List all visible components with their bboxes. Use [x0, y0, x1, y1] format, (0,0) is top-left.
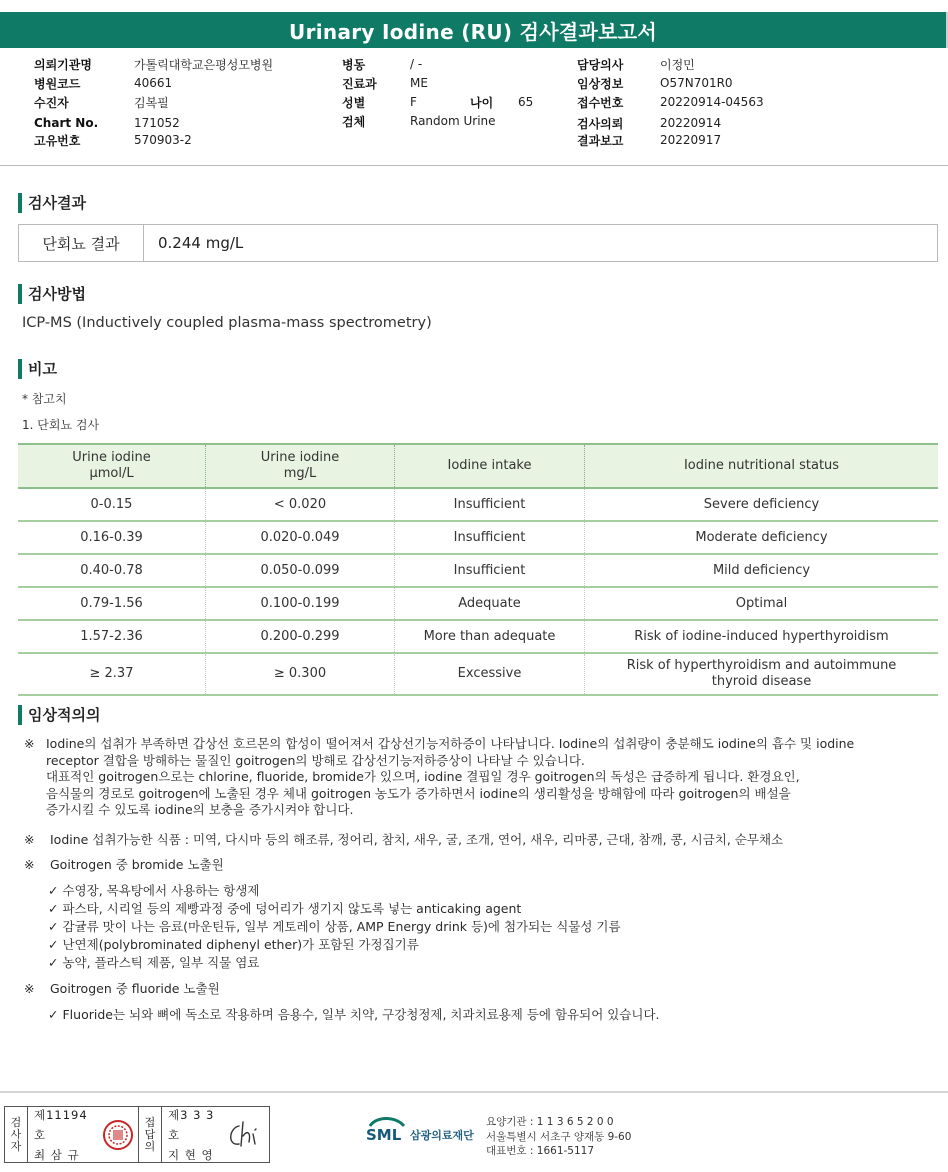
reference-mark: ※ — [24, 981, 35, 996]
info-row — [342, 112, 496, 130]
info-value: 20220914-04563 — [660, 95, 764, 109]
label-char: 답 — [144, 1127, 156, 1141]
info-value: 20220917 — [660, 133, 722, 147]
table-cell: 0-0.15 — [18, 488, 206, 521]
info-row — [577, 55, 695, 73]
item-text: 수영장, 목욕탕에서 사용하는 항생제 — [62, 883, 260, 898]
info-row — [577, 131, 721, 149]
bromide-item — [48, 881, 260, 899]
table-row — [18, 587, 938, 620]
check-icon: ✓ — [48, 883, 59, 898]
info-row — [342, 74, 428, 92]
address-line: 요양기관 : 1 1 3 6 5 2 0 0 — [486, 1116, 614, 1128]
fluoride-title: Goitrogen 중 fluoride 노출원 — [49, 981, 220, 996]
label-char: 자 — [10, 1139, 22, 1153]
info-value: 김복필 — [134, 95, 169, 110]
info-row — [577, 74, 733, 92]
info-value: F — [410, 95, 417, 109]
info-row — [34, 131, 192, 149]
info-row — [34, 93, 169, 111]
table-row — [18, 653, 938, 695]
bromide-title-row — [24, 857, 224, 874]
clinical-text: 증가시킬 수 있도록 iodine의 보충을 증가시켜야 합니다. — [46, 802, 354, 817]
clinical-text: Iodine 섭취가능한 식품 : 미역, 다시마 등의 해조류, 정어리, 참치, 새우, 굴, 조개, 연어, 새우, 리마콩, 근대, 참깨, 콩, 시금치, 순무채소 — [49, 832, 784, 847]
table-row — [18, 620, 938, 653]
signature-box — [4, 1106, 270, 1163]
table-cell: 0.050-0.099 — [206, 554, 395, 587]
table-cell: 0.40-0.78 — [18, 554, 206, 587]
divider — [0, 165, 948, 166]
item-text: 감귤류 맛이 나는 음료(마운틴듀, 일부 게토레이 상품, AMP Energy drink 등)에 첨가되는 식물성 기름 — [62, 919, 621, 934]
signature — [224, 1107, 269, 1162]
result-value: 0.244 mg/L — [158, 234, 244, 252]
method-text: ICP-MS (Inductively coupled plasma-mass spectrometry) — [22, 315, 432, 331]
section-bar — [18, 359, 22, 379]
approver-vertical-label — [139, 1107, 162, 1162]
clinical-text: Iodine의 섭취가 부족하면 갑상선 호르몬의 합성이 떨어져서 갑상선기능저하증이 나타납니다. Iodine의 섭취량이 충분해도 iodine의 흡수 및 iodine — [46, 736, 855, 751]
info-value: 이정민 — [660, 57, 695, 72]
info-label: 고유번호 — [34, 133, 81, 148]
section-title: 비고 — [28, 360, 57, 378]
fluoride-title-row — [24, 981, 220, 998]
table-cell: ≥ 2.37 — [18, 653, 206, 695]
info-value: 가톨릭대학교은평성모병원 — [134, 57, 274, 72]
address-line: 대표번호 : 1661-5117 — [486, 1145, 595, 1157]
section-clinical-heading — [18, 704, 100, 725]
section-title: 검사결과 — [28, 194, 86, 212]
clinical-text: 음식물의 경로로 goitrogen에 노출된 경우 체내 goitrogen 농도가 증가하면서 iodine의 생리활성을 방해함에 따라 goitrogen의 배설을 — [46, 785, 791, 801]
clinical-paragraph — [24, 736, 854, 819]
info-row — [342, 55, 422, 73]
table-header: Iodine nutritional status — [585, 444, 939, 488]
label-char: 검 — [10, 1115, 22, 1129]
check-icon: ✓ — [48, 919, 59, 934]
table-cell: Optimal — [585, 587, 939, 620]
organization-logo — [366, 1114, 474, 1148]
info-label: 병동 — [342, 57, 366, 72]
table-cell: Severe deficiency — [585, 488, 939, 521]
approver-name: 지 현 영 — [168, 1147, 214, 1162]
info-value: Random Urine — [410, 114, 496, 128]
organization-address — [486, 1115, 631, 1159]
info-label: 검체 — [342, 114, 366, 129]
info-row — [34, 114, 180, 132]
table-header — [18, 444, 206, 488]
section-bar — [18, 193, 22, 213]
info-value: ME — [410, 76, 428, 90]
section-bar — [18, 705, 22, 725]
info-row — [342, 93, 533, 111]
inspector-vertical-label — [5, 1107, 28, 1162]
table-cell: 0.020-0.049 — [206, 521, 395, 554]
age-label: 나이 — [470, 95, 494, 110]
table-cell: Insufficient — [395, 488, 585, 521]
check-icon: ✓ — [48, 1007, 59, 1022]
section-title: 임상적의의 — [28, 706, 101, 724]
check-icon: ✓ — [48, 901, 59, 916]
table-cell: Excessive — [395, 653, 585, 695]
reference-table — [18, 443, 938, 696]
section-bar — [18, 284, 22, 304]
info-label: 의뢰기관명 — [34, 57, 92, 72]
table-cell: < 0.020 — [206, 488, 395, 521]
reference-sublabel: 1. 단회뇨 검사 — [22, 418, 100, 432]
table-cell: Moderate deficiency — [585, 521, 939, 554]
table-row — [18, 521, 938, 554]
info-label: 수진자 — [34, 95, 69, 110]
info-value: / - — [410, 57, 423, 71]
info-label: 접수번호 — [577, 95, 624, 110]
table-header — [206, 444, 395, 488]
reference-label: * 참고치 — [22, 392, 67, 406]
label-char: 사 — [10, 1127, 22, 1141]
item-text: 파스타, 시리얼 등의 제빵과정 중에 덩어리가 생기지 않도록 넣는 anticaking agent — [62, 901, 522, 916]
cell-line: Risk of hyperthyroidism and autoimmune — [626, 658, 897, 673]
seal-stamp — [98, 1107, 139, 1162]
cell-line: thyroid disease — [711, 674, 812, 689]
section-result-heading — [18, 192, 86, 213]
table-cell: Risk of iodine-induced hyperthyroidism — [585, 620, 939, 653]
info-value: 40661 — [134, 76, 173, 90]
header-line: Urine iodine — [72, 450, 151, 465]
check-icon: ✓ — [48, 955, 59, 970]
clinical-text: 대표적인 goitrogen으로는 chlorine, fluoride, bromide가 있으며, iodine 결핍일 경우 goitrogen의 독성은 급증하게 됩니다. 환경요인, — [46, 769, 800, 784]
info-row — [34, 74, 172, 92]
header-line: Urine iodine — [260, 450, 340, 465]
item-text: Fluoride는 뇌와 뼈에 독소로 작용하며 음용수, 일부 치약, 구강청정제, 치과치료용제 등에 함유되어 있습니다. — [62, 1007, 660, 1022]
header-line: mg/L — [283, 466, 317, 481]
bromide-item — [48, 899, 521, 917]
table-row — [18, 488, 938, 521]
reference-mark: ※ — [24, 736, 35, 751]
table-cell — [585, 653, 939, 695]
logo-text: SML — [366, 1126, 402, 1144]
table-cell: 0.200-0.299 — [206, 620, 395, 653]
info-label: 검사의뢰 — [577, 116, 624, 131]
table-cell: More than adequate — [395, 620, 585, 653]
info-label: 병원코드 — [34, 76, 81, 91]
section-title: 검사방법 — [28, 285, 86, 303]
bromide-item — [48, 953, 259, 971]
reference-mark: ※ — [24, 857, 35, 872]
table-cell: ≥ 0.300 — [206, 653, 395, 695]
info-value: 570903-2 — [134, 133, 192, 147]
info-label: 임상정보 — [577, 76, 624, 91]
info-value: O57N701R0 — [660, 76, 733, 90]
table-cell: Adequate — [395, 587, 585, 620]
info-label: Chart No. — [34, 116, 99, 130]
patient-info — [0, 52, 948, 166]
table-cell: 0.16-0.39 — [18, 521, 206, 554]
info-row — [577, 93, 764, 111]
seal-icon — [102, 1119, 134, 1151]
label-char: 접 — [144, 1115, 156, 1129]
item-text: 난연제(polybrominated diphenyl ether)가 포함된 가정집기류 — [62, 937, 419, 952]
label-char: 의 — [144, 1139, 156, 1153]
table-cell: 0.100-0.199 — [206, 587, 395, 620]
info-label: 결과보고 — [577, 133, 624, 148]
info-label: 담당의사 — [577, 57, 624, 72]
organization-name: 삼광의료재단 — [410, 1129, 474, 1142]
reference-mark: ※ — [24, 832, 35, 847]
inspector-number: 제11194호 — [34, 1107, 88, 1142]
info-value: 171052 — [134, 116, 180, 130]
table-cell: Insufficient — [395, 521, 585, 554]
footer-divider — [0, 1091, 948, 1093]
result-box — [18, 224, 938, 262]
signature-icon — [225, 1118, 269, 1152]
info-row — [34, 55, 273, 73]
approver-number: 제3 3 3 호 — [168, 1107, 215, 1142]
age-value: 65 — [518, 95, 534, 109]
info-value: 20220914 — [660, 116, 722, 130]
section-note-heading — [18, 358, 57, 379]
info-label: 진료과 — [342, 76, 377, 91]
bromide-item — [48, 935, 419, 953]
table-cell: Insufficient — [395, 554, 585, 587]
item-text: 농약, 플라스틱 제품, 일부 직물 염료 — [62, 955, 260, 970]
address-line: 서울특별시 서초구 양재동 9-60 — [486, 1130, 632, 1143]
clinical-text: receptor 결합을 방해하는 물질인 goitrogen의 방해로 갑상선기능저하증상이 나타날 수 있습니다. — [46, 752, 585, 768]
inspector-name: 최 삼 규 — [34, 1147, 80, 1162]
section-method-heading — [18, 283, 86, 304]
approver-info — [162, 1107, 224, 1162]
bromide-title: Goitrogen 중 bromide 노출원 — [49, 857, 224, 872]
report-title: Urinary Iodine (RU) 검사결과보고서 — [0, 12, 948, 48]
info-row — [577, 114, 721, 132]
table-header-row — [18, 444, 938, 488]
table-header: Iodine intake — [395, 444, 585, 488]
fluoride-item — [48, 1005, 660, 1023]
header-line: μmol/L — [89, 466, 134, 481]
table-row — [18, 554, 938, 587]
bromide-item — [48, 917, 621, 935]
result-label: 단회뇨 결과 — [19, 225, 144, 261]
check-icon: ✓ — [48, 937, 59, 952]
table-cell: 0.79-1.56 — [18, 587, 206, 620]
info-label: 성별 — [342, 95, 366, 110]
table-cell: Mild deficiency — [585, 554, 939, 587]
clinical-foods — [24, 832, 783, 849]
inspector-info — [28, 1107, 98, 1162]
clinical-line — [24, 736, 854, 753]
table-cell: 1.57-2.36 — [18, 620, 206, 653]
